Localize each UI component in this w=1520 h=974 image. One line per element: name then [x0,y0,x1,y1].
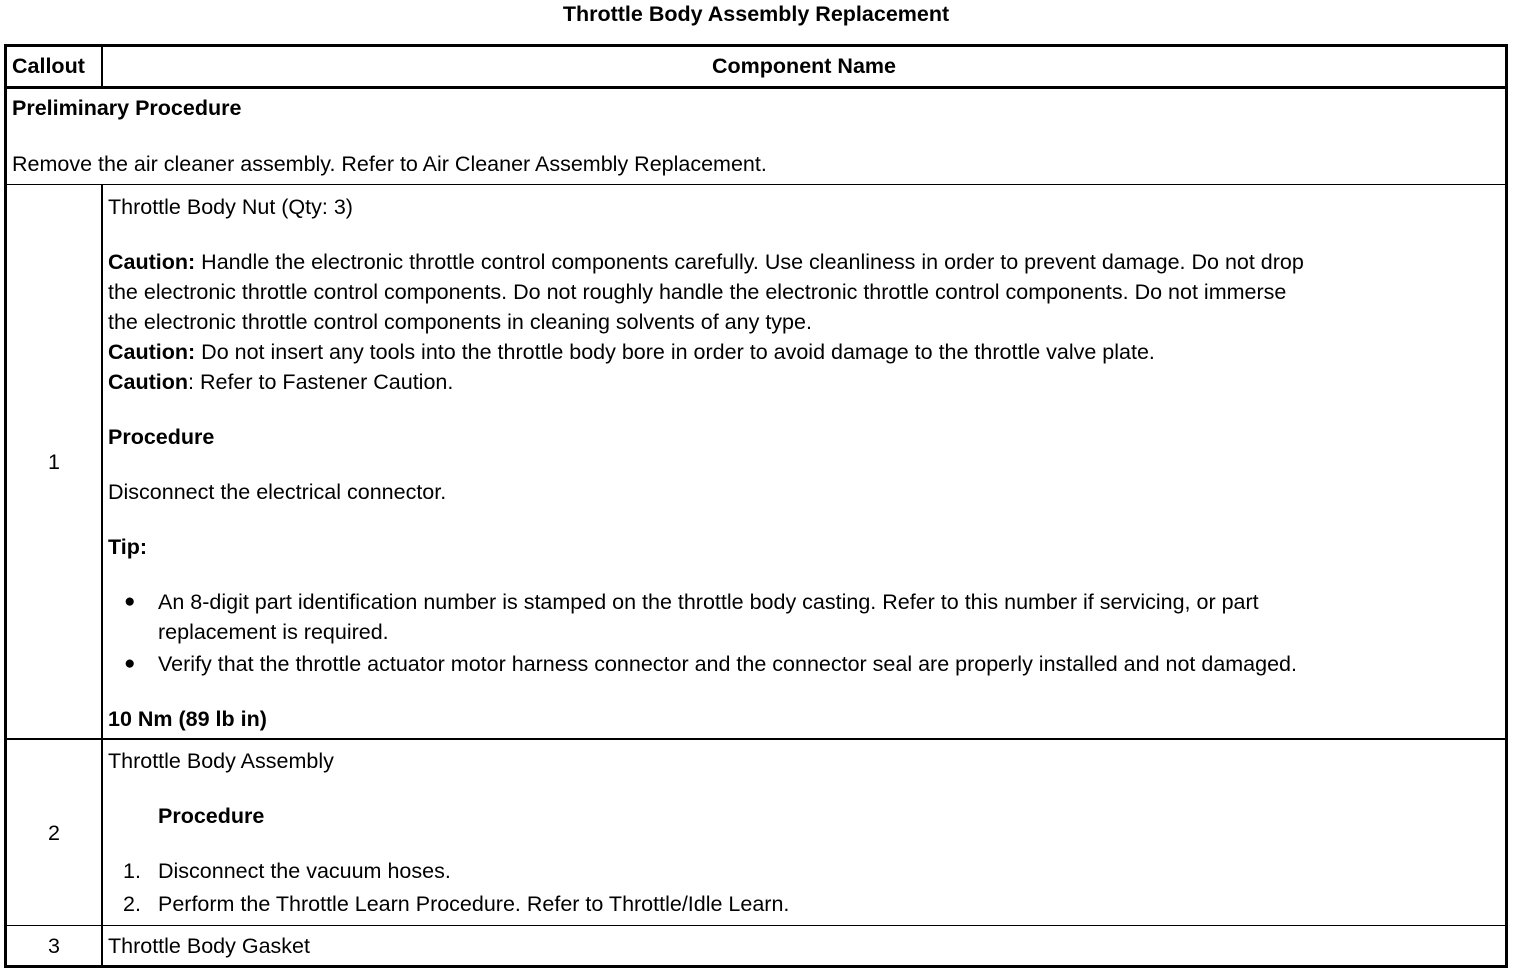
bullet-icon: ● [124,591,136,612]
caution-line: Caution: Refer to Fastener Caution. [108,370,454,394]
component-name: Throttle Body Gasket [108,934,310,958]
row-divider [4,184,1508,185]
header-divider [4,86,1508,89]
row-divider [4,738,1508,740]
tip-heading: Tip: [108,535,148,559]
page-title: Throttle Body Assembly Replacement [562,2,950,26]
procedure-heading: Procedure [108,425,215,449]
header-callout: Callout [12,54,85,78]
bullet-icon: ● [124,653,136,674]
preliminary-text: Remove the air cleaner assembly. Refer to Air Cleaner Assembly Replacement. [12,152,767,176]
caution-line: Caution: Handle the electronic throttle control components carefully. Use cleanliness in order to prevent damage. Do not drop [108,250,1304,274]
procedure-text: Disconnect the electrical connector. [108,480,447,504]
caution-line: the electronic throttle control components. Do not roughly handle the electronic throttle control components. Do not immerse [108,280,1287,304]
step-text: Disconnect the vacuum hoses. [158,859,451,883]
step-number: 1. [123,859,141,883]
torque-spec: 10 Nm (89 lb in) [108,707,267,731]
tip-line: Verify that the throttle actuator motor harness connector and the connector seal are properly installed and not damaged. [158,652,1297,676]
table-border-top [4,44,1508,47]
component-name: Throttle Body Nut (Qty: 3) [108,195,353,219]
tip-line: replacement is required. [158,620,389,644]
caution-line: the electronic throttle control components in cleaning solvents of any type. [108,310,812,334]
component-name: Throttle Body Assembly [108,749,334,773]
column-divider-body [101,184,103,966]
callout-number: 3 [48,934,60,958]
tip-line: An 8-digit part identification number is stamped on the throttle body casting. Refer to this number if servicing, or part [158,590,1259,614]
step-number: 2. [123,892,141,916]
callout-number: 1 [48,450,60,474]
callout-number: 2 [48,821,60,845]
caution-line: Caution: Do not insert any tools into the throttle body bore in order to avoid damage to the throttle valve plate. [108,340,1155,364]
table-border-bottom [4,965,1508,968]
header-component-name: Component Name [712,54,896,78]
row-divider [4,925,1508,926]
procedure-heading: Procedure [158,804,265,828]
step-text: Perform the Throttle Learn Procedure. Refer to Throttle/Idle Learn. [158,892,790,916]
preliminary-heading: Preliminary Procedure [12,96,242,120]
table-border-right [1505,44,1508,968]
